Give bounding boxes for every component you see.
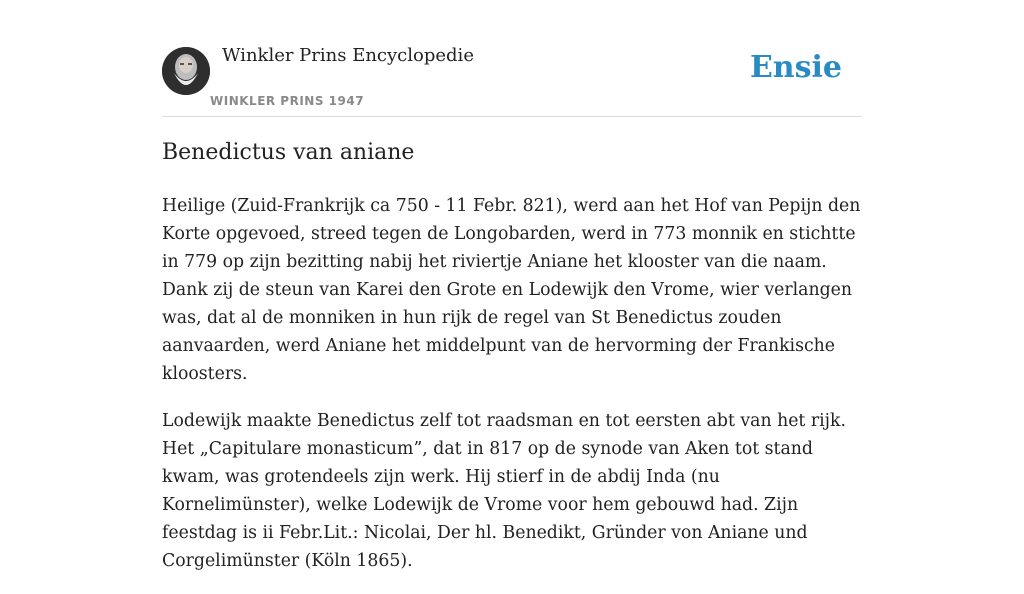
article-paragraph: Lodewijk maakte Benedictus zelf tot raadsman en tot eersten abt van het rijk. Het „Capitulare monasticum”, dat in 817 op de synode van Aken tot stand kwam, was grotendeels zijn werk. Hij stierf in de abdij Inda (nu Kornelimünster), welke Lodewijk de Vrome voor hem gebouwd had. Zijn feestdag is ii Febr.Lit.: Nicolai, Der hl. Benedikt, Gründer von Aniane und Corgelimünster (Köln 1865). [162, 411, 846, 571]
ensie-logo[interactable]: Ensie [749, 50, 842, 85]
article-page [162, 0, 862, 571]
article-paragraph: Heilige (Zuid-Frankrijk ca 750 - 11 Febr. 821), werd aan het Hof van Pepijn den Korte opgevoed, streed tegen de Longobarden, werd in 773 monnik en stichtte in 779 op zijn bezitting nabij het riviertje Aniane het klooster van die naam. Dank zij de steun van Karei den Grote en Lodewijk den Vrome, wier verlangen was, dat al de monniken in hun rijk de regel van St Benedictus zouden aanvaarden, werd Aniane het middelpunt van de hervorming der Frankische kloosters. [162, 196, 861, 384]
source-header [162, 0, 862, 117]
source-edition-label: WINKLER PRINS 1947 [210, 94, 365, 108]
article-body [162, 192, 868, 594]
author-portrait-icon[interactable] [162, 47, 210, 95]
article-title: Benedictus van aniane [162, 140, 415, 165]
source-title[interactable]: Winkler Prins Encyclopedie [222, 45, 474, 66]
